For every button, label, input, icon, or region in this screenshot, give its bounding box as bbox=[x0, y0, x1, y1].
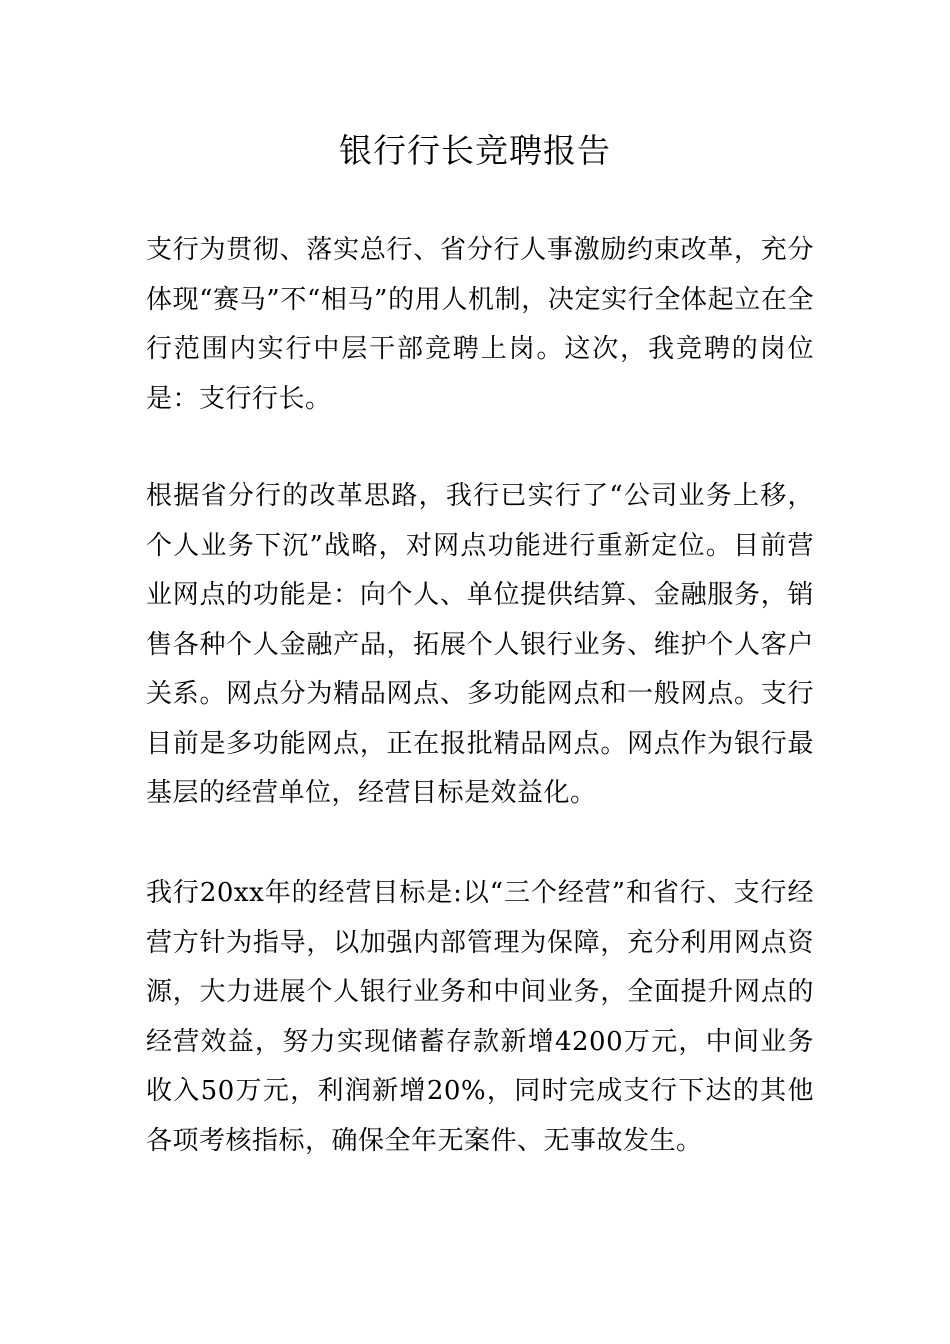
paragraph-2: 根据省分行的改革思路，我行已实行了“公司业务上移，个人业务下沉”战略，对网点功能进行重新定位。目前营业网点的功能是：向个人、单位提供结算、金融服务，销售各种个人金融产品，拓展个人银行业务、维护个人客户关系。网点分为精品网点、多功能网点和一般网点。支行目前是多功能网点，正在报批精品网点。网点作为银行最基层的经营单位，经营目标是效益化。 bbox=[146, 481, 814, 808]
paragraph-3: 我行20xx年的经营目标是:以“三个经营”和省行、支行经营方针为指导，以加强内部管理为保障，充分利用网点资源，大力进展个人银行业务和中间业务，全面提升网点的经营效益，努力实现储蓄存款新增4200万元，中间业务收入50万元，利润新增20%，同时完成支行下达的其他各项考核指标，确保全年无案件、无事故发生。 bbox=[146, 878, 814, 1156]
document-title: 银行行长竞聘报告 bbox=[339, 131, 611, 170]
paragraph-1: 支行为贯彻、落实总行、省分行人事激励约束改革，充分体现“赛马”不“相马”的用人机制，决定实行全体起立在全行范围内实行中层干部竞聘上岗。这次，我竞聘的岗位是：支行行长。 bbox=[146, 235, 814, 414]
